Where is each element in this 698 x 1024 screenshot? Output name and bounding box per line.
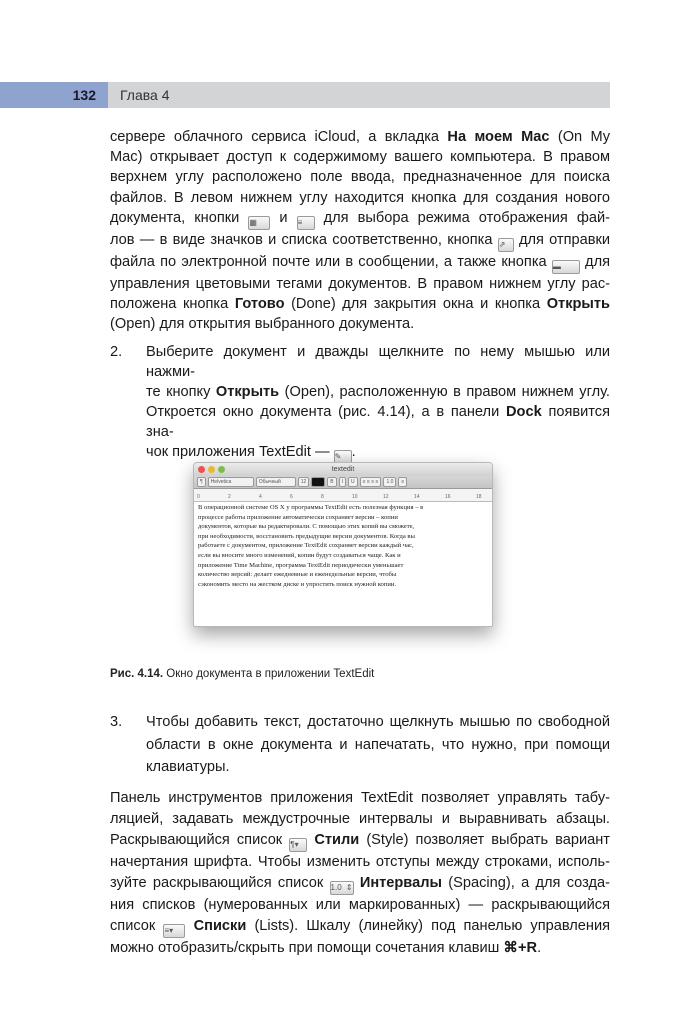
text-run: Раскрывающийся список bbox=[110, 832, 290, 848]
underline-button: U bbox=[348, 477, 358, 487]
minimize-icon bbox=[208, 466, 215, 473]
styles-dropdown-icon: ¶▾ bbox=[289, 838, 307, 852]
text-line bbox=[110, 830, 610, 852]
ruler-mark: 0 bbox=[197, 494, 200, 500]
bold-text: Открыть bbox=[215, 384, 280, 400]
list-number: 2. bbox=[110, 344, 123, 360]
tag-icon: ▬ bbox=[552, 260, 580, 274]
ruler-mark: 2 bbox=[228, 494, 231, 500]
ruler-mark: 18 bbox=[476, 494, 482, 500]
text-run: Чтобы добавить текст, достаточно щелкнуть мышью по свободной bbox=[146, 714, 610, 730]
text-line bbox=[110, 230, 610, 252]
text-run: файла по электронной почте или в сообщении, а также кнопка bbox=[110, 253, 552, 270]
document-text-line: количество версий: делает ежедневные и еженедельные версии, чтобы bbox=[198, 571, 397, 579]
window-title: textedit bbox=[331, 466, 355, 473]
bold-text: На моем Mac bbox=[447, 129, 550, 145]
lists-dropdown-icon: ≡▾ bbox=[163, 924, 185, 938]
text-run: (Lists). Шкалу (линейку) под панелью управления bbox=[246, 918, 611, 934]
chapter-title: Глава 4 bbox=[120, 87, 170, 103]
bold-text: Dock bbox=[506, 404, 542, 420]
text-run: . bbox=[351, 444, 356, 460]
text-line bbox=[110, 895, 610, 916]
document-text-line: приложение Time Machine, программа TextEdit периодически уменьшает bbox=[198, 561, 404, 569]
text-run: положена кнопка bbox=[110, 296, 235, 313]
text-run: для bbox=[579, 253, 610, 270]
document-text bbox=[194, 502, 492, 590]
bold-text: Интервалы bbox=[359, 875, 442, 891]
ruler-mark: 8 bbox=[321, 494, 324, 500]
text-run: документа, кнопки bbox=[110, 209, 249, 226]
document-text-line: В операционной системе OS X у программы TextEdit есть полезная функция – в bbox=[198, 504, 424, 511]
lists-dropdown: ≡ bbox=[398, 477, 407, 487]
bold-text: Списки bbox=[193, 918, 247, 934]
spacing-dropdown-icon: 1.0 ⇕ bbox=[330, 881, 354, 895]
list-view-icon: ≡ bbox=[297, 216, 315, 230]
text-run: Откроется окно документа (рис. 4.14), а в панели bbox=[146, 404, 506, 420]
document-text-line: процессе работы приложение автоматически сохраняет версии – копии bbox=[198, 513, 398, 521]
text-run: для выбора режима отображения фай- bbox=[314, 209, 610, 226]
text-run: (Spacing), а для созда- bbox=[441, 875, 610, 891]
text-line bbox=[110, 127, 610, 147]
text-run: Mac) открывает доступ к содержимому вашего компьютера. В правом bbox=[110, 149, 610, 166]
textedit-window-screenshot bbox=[193, 462, 493, 627]
text-run: (On My bbox=[549, 129, 610, 145]
text-line bbox=[110, 147, 610, 167]
text-run: файлов. В левом нижнем углу находится кнопка для создания нового bbox=[110, 189, 610, 206]
text-run: можно отобразить/скрыть при помощи сочетания клавиш bbox=[110, 940, 504, 956]
caption-label: Рис. 4.14. bbox=[110, 668, 164, 680]
document-text-line: работаете с документом, приложение TextEdit сохраняет версии каждый час, bbox=[198, 542, 414, 550]
text-run: (Style) позволяет выбрать вариант bbox=[359, 832, 610, 848]
list-number: 3. bbox=[110, 714, 123, 730]
styles-dropdown: ¶ bbox=[197, 477, 206, 487]
color-swatch bbox=[311, 477, 325, 487]
text-line bbox=[110, 788, 610, 809]
ruler-mark: 10 bbox=[352, 494, 358, 500]
text-run: ляцией, задавать междустрочные интервалы и выравнивать абзацы. bbox=[110, 811, 610, 827]
text-line bbox=[146, 342, 610, 382]
zoom-icon bbox=[218, 466, 225, 473]
text-line bbox=[110, 873, 610, 895]
text-run: лов — в виде значков и списка соответственно, кнопка bbox=[110, 231, 498, 248]
text-run: и bbox=[270, 209, 297, 226]
textedit-app-icon: ✎ bbox=[334, 450, 352, 464]
text-line bbox=[110, 252, 610, 274]
text-line bbox=[110, 809, 610, 830]
ruler-mark: 16 bbox=[445, 494, 451, 500]
text-run: те кнопку bbox=[146, 384, 216, 400]
text-line bbox=[110, 314, 610, 334]
list-item-text bbox=[146, 342, 610, 464]
text-run: появится зна- bbox=[146, 404, 610, 440]
bold-text: ⌘+R bbox=[503, 940, 538, 956]
format-toolbar bbox=[194, 476, 492, 489]
running-header bbox=[108, 82, 610, 108]
text-run: области в окне документа и напечатать, что нужно, при помощи bbox=[146, 736, 610, 753]
grid-view-icon: ▦ bbox=[248, 216, 270, 230]
page-number-band bbox=[0, 82, 108, 108]
text-line bbox=[146, 442, 610, 464]
close-icon bbox=[198, 466, 205, 473]
text-run: сервере облачного сервиса iCloud, а вкладка bbox=[110, 129, 448, 145]
ruler bbox=[194, 489, 492, 502]
ruler-mark: 12 bbox=[383, 494, 389, 500]
text-run: начертания шрифта. Чтобы изменить отступы между строками, исполь- bbox=[110, 854, 610, 870]
text-run: ния списков (нумерованных или маркированных) — раскрывающийся bbox=[110, 897, 610, 913]
text-run: зуйте раскрывающийся список bbox=[110, 875, 330, 891]
bold-text: Стили bbox=[314, 832, 360, 848]
spacing-dropdown: 1.0 bbox=[383, 477, 396, 487]
align-buttons: ≡ ≡ ≡ ≡ bbox=[360, 477, 382, 487]
text-line bbox=[110, 208, 610, 230]
document-text-line: при необходимости, восстановить предыдущие версии документов. Когда вы bbox=[198, 532, 415, 540]
text-line bbox=[146, 402, 610, 442]
bold-text: Открыть bbox=[546, 296, 611, 313]
text-run: список bbox=[110, 918, 164, 934]
text-line bbox=[110, 852, 610, 873]
window-titlebar bbox=[194, 463, 492, 476]
text-run bbox=[185, 918, 193, 934]
text-run: управления цветовыми тегами документов. В правом нижнем углу рас- bbox=[110, 275, 610, 292]
document-text-line: документов, которые вы редактировали. С помощью этих копий вы сможете, bbox=[198, 523, 415, 531]
ruler-mark: 4 bbox=[259, 494, 262, 500]
ruler-mark: 6 bbox=[290, 494, 293, 500]
bold-button: B bbox=[327, 477, 336, 487]
text-run: Панель инструментов приложения TextEdit позволяет управлять табу- bbox=[110, 790, 610, 806]
text-run: чок приложения TextEdit — bbox=[146, 444, 334, 460]
text-line bbox=[110, 188, 610, 208]
text-line bbox=[146, 734, 610, 757]
text-line bbox=[110, 274, 610, 294]
paragraph-4 bbox=[110, 788, 610, 959]
text-run: (Done) для закрытия окна и кнопка bbox=[284, 296, 547, 313]
italic-button: I bbox=[339, 477, 346, 487]
share-icon: ⇗ bbox=[498, 238, 514, 252]
list-item-text bbox=[146, 711, 610, 779]
page-number: 132 bbox=[72, 87, 96, 103]
document-text-line: сэкономить место на жестком диске и упростить поиск нужной копии. bbox=[198, 580, 397, 588]
text-run: . bbox=[537, 940, 542, 956]
text-run: (Open), расположенную в правом нижнем углу. bbox=[279, 384, 610, 400]
text-run: для отправки bbox=[513, 231, 611, 248]
text-line bbox=[110, 167, 610, 187]
document-text-line: если вы вносите много изменений, копии будут создаваться чаще. Как и bbox=[198, 551, 401, 559]
font-dropdown: Helvetica bbox=[208, 477, 254, 487]
paragraph-1 bbox=[110, 127, 610, 334]
text-line bbox=[110, 294, 610, 314]
text-line bbox=[146, 756, 610, 779]
figure-caption bbox=[110, 668, 374, 680]
text-run: клавиатуры. bbox=[146, 759, 230, 775]
ruler-mark: 14 bbox=[414, 494, 420, 500]
size-field: 12 bbox=[298, 477, 310, 487]
text-line bbox=[110, 938, 610, 959]
text-line bbox=[146, 382, 610, 402]
text-run: Выберите документ и дважды щелкните по нему мышью или нажми- bbox=[146, 344, 610, 380]
text-line bbox=[146, 711, 610, 734]
caption-text: Окно документа в приложении TextEdit bbox=[163, 668, 375, 680]
text-run: (Open) для открытия выбранного документа. bbox=[110, 316, 415, 333]
typeface-dropdown: Обычный bbox=[256, 477, 296, 487]
text-line bbox=[110, 916, 610, 938]
text-run: верхнем углу расположено поле ввода, предназначенное для поиска bbox=[110, 169, 610, 186]
bold-text: Готово bbox=[234, 296, 285, 313]
